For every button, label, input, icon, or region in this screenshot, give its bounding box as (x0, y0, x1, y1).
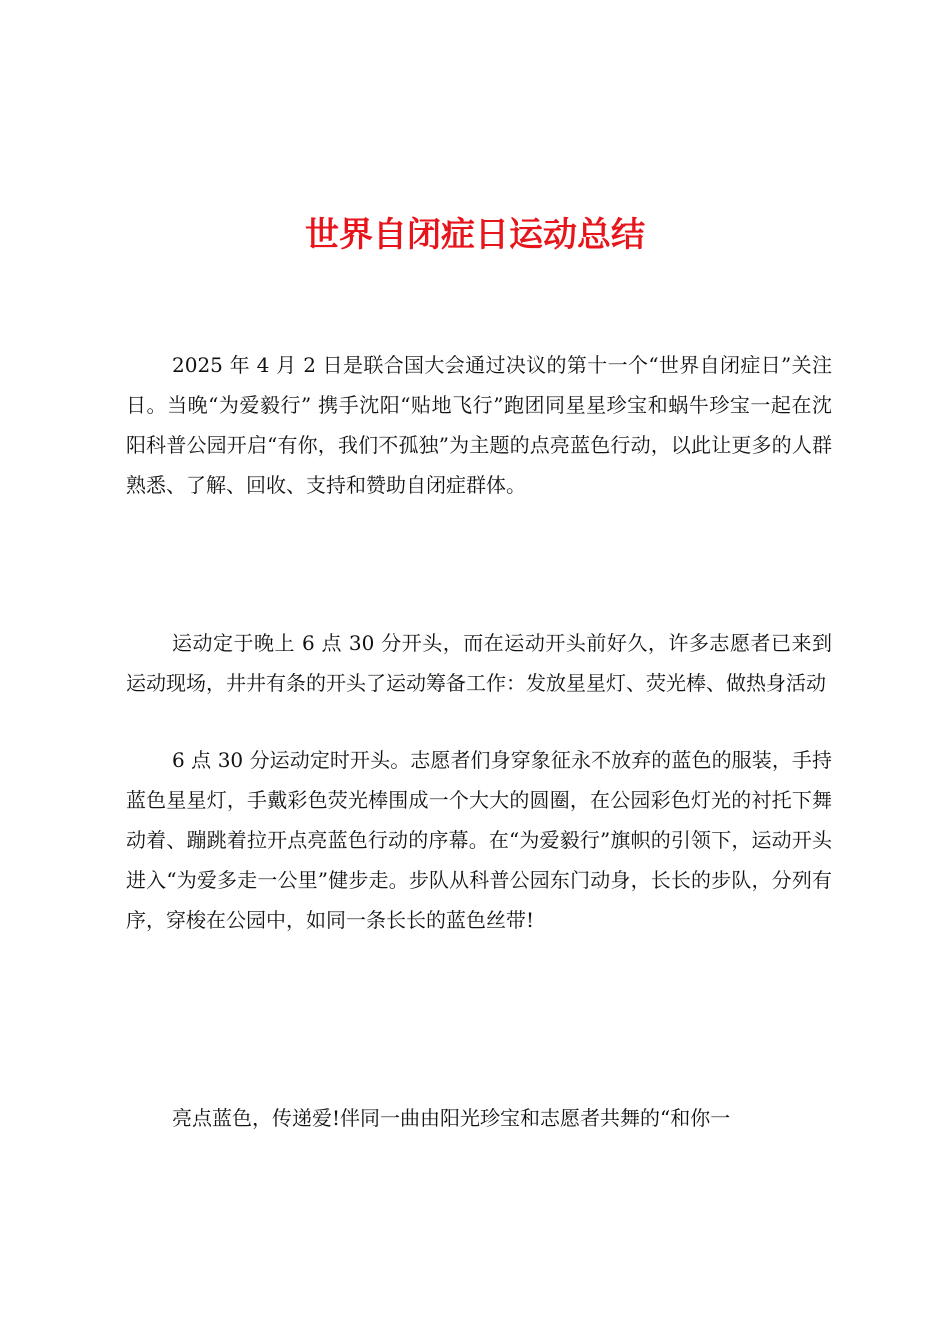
paragraph-4-container (126, 1098, 832, 1138)
paragraph-2: 运动定于晚上 6 点 30 分开头，而在运动开头前好久，许多志愿者已来到运动现场，井井有条的开头了运动筹备工作：发放星星灯、荧光棒、做热身活动 (126, 631, 832, 695)
paragraph-1: 2025 年 4 月 2 日是联合国大会通过决议的第十一个“世界自闭症日”关注日。当晚“为爱毅行” 携手沈阳“贴地飞行”跑团同星星珍宝和蜗牛珍宝一起在沈阳科普公园开启“有你，我们不孤独”为主题的点亮蓝色行动，以此让更多的人群熟悉、了解、回收、支持和赞助自闭症群体。 (126, 353, 832, 497)
document-title: 世界自闭症日运动总结 (305, 215, 645, 255)
paragraph-3: 6 点 30 分运动定时开头。志愿者们身穿象征永不放弃的蓝色的服装，手持蓝色星星灯，手戴彩色荧光棒围成一个大大的圆圈，在公园彩色灯光的衬托下舞动着、蹦跳着拉开点亮蓝色行动的序幕。在“为爱毅行”旗帜的引领下，运动开头进入“为爱多走一公里”健步走。步队从科普公园东门动身，长长的步队，分列有序，穿梭在公园中，如同一条长长的蓝色丝带! (126, 748, 832, 932)
paragraph-4: 亮点蓝色，传递爱!伴同一曲由阳光珍宝和志愿者共舞的“和你一 (172, 1106, 731, 1130)
paragraph-3-container (126, 740, 832, 940)
paragraph-2-container (126, 623, 832, 703)
paragraph-1-container (126, 345, 832, 505)
